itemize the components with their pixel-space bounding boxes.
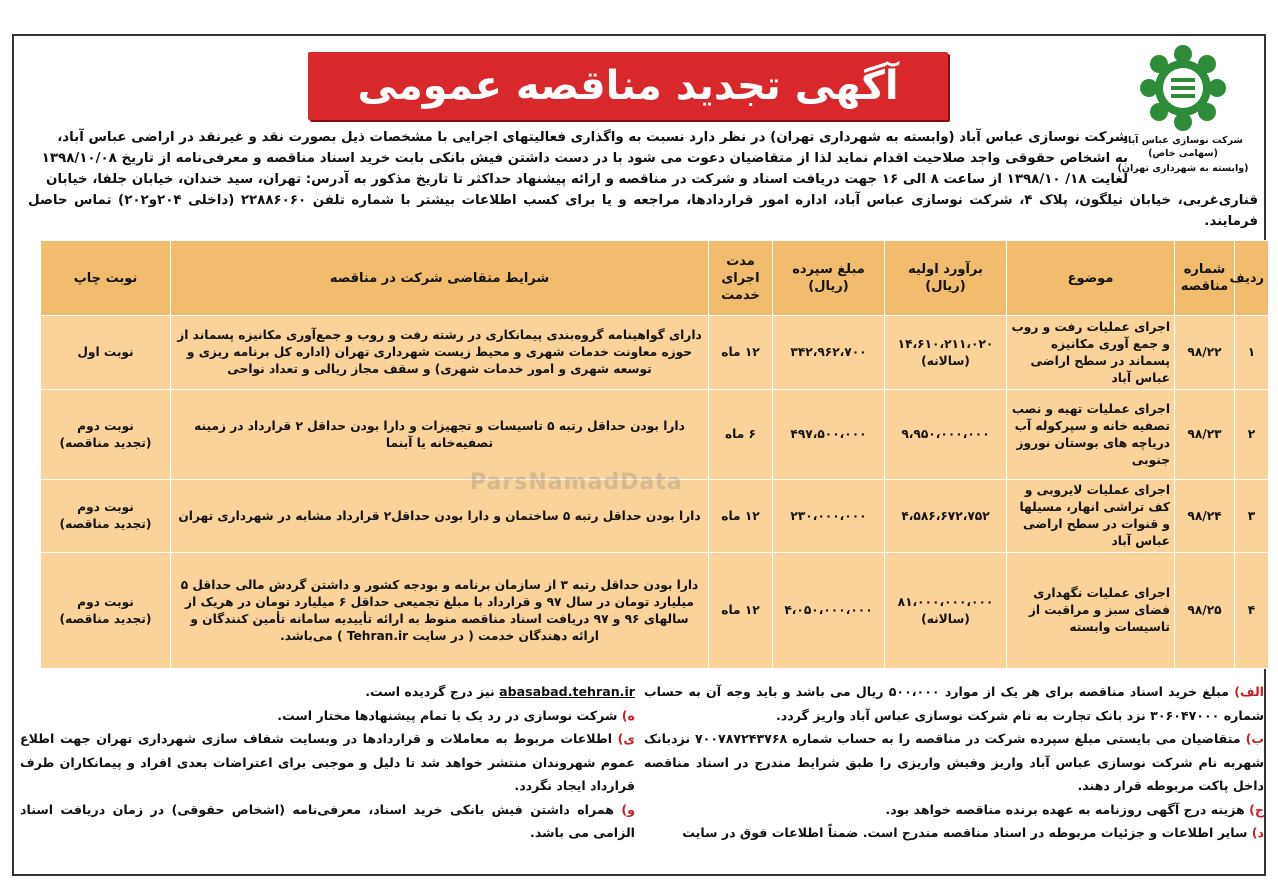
- cell-duration: ۱۲ ماه: [709, 553, 773, 669]
- header-duration: مدت اجرای خدمت: [709, 241, 773, 316]
- cell-duration: ۱۲ ماه: [709, 480, 773, 553]
- clause-key: ه): [621, 707, 635, 723]
- table-header-row: [41, 241, 1269, 316]
- cell-estimate: [885, 390, 1007, 480]
- clause-be: [644, 727, 1264, 798]
- cell-row-no: ۱: [1235, 316, 1269, 390]
- logo-caption-line-1: شرکت نوسازی عباس آباد (سهامی خاص): [1123, 135, 1243, 159]
- cell-row-no: ۴: [1235, 553, 1269, 669]
- clauses-left-column: [20, 680, 635, 845]
- cell-tender-number: ۹۸/۲۴: [1175, 480, 1235, 553]
- cell-duration: ۱۲ ماه: [709, 316, 773, 390]
- intro-line-d: قناری‌غربی، خیابان نیلگون، پلاک ۴، شرکت نوسازی عباس آباد، اداره امور قراردادها، مراجعه و یا برای کسب اطلاعات بیشتر با شماره تلفن ۲۲۸۸۶۰۶۰ (داخلی ۲۰۴و۲۰۲) تماس حاصل فرمایند.: [28, 193, 1258, 229]
- cell-print-round: [41, 553, 171, 669]
- header-tender-number: شماره مناقصه: [1175, 241, 1235, 316]
- estimate-value: ۸۱،۰۰۰،۰۰۰،۰۰۰: [897, 594, 994, 609]
- cell-conditions: دارای گواهینامه گروه‌بندی پیمانکاری در رشته رفت و روب و جمع‌آوری مکانیزه پسماند از حوزه معاونت خدمات شهری و محیط زیست شهرداری تهران (اداره کل برنامه ریزی و توسعه شهری و امور خدمات شهری) و سقف مجاز ریالی و تعداد نواحی: [171, 316, 709, 390]
- cell-tender-number: ۹۸/۲۳: [1175, 390, 1235, 480]
- cell-estimate: [885, 553, 1007, 669]
- cell-tender-number: ۹۸/۲۵: [1175, 553, 1235, 669]
- company-logo: [1108, 44, 1258, 184]
- clause-text: همراه داشتن فیش بانکی خرید اسناد، معرفی‌نامه (اشخاص حقوقی) در زمان دریافت اسناد الزامی می باشد.: [20, 801, 635, 840]
- table-row: [41, 553, 1269, 669]
- website-link[interactable]: abasabad.tehran.ir: [499, 684, 635, 699]
- cell-deposit: ۲۳۰،۰۰۰،۰۰۰: [773, 480, 885, 553]
- cell-subject: اجرای عملیات تهیه و نصب تصفیه خانه و سپرکوله آب دریاچه های بوستان نوروز جنوبی: [1007, 390, 1175, 480]
- cell-conditions: دارا بودن حداقل رتبه ۳ از سازمان برنامه و بودجه کشور و داشتن گردش مالی حداقل ۵ میلیارد تومان در سال ۹۷ و قرارداد با مبلغ تجمیعی حداقل ۶ میلیارد تومان در هریک از سالهای ۹۶ و ۹۷ دریافت اسناد مناقصه منوط به ارائه تأییدیه سامانه تأمین کنندگان و ارائه دهندگان خدمت ( در سایت Tehran.ir ) می‌باشد.: [171, 553, 709, 669]
- clause-text: هزینه درج آگهی روزنامه به عهده برنده مناقصه خواهد بود.: [885, 801, 1245, 817]
- clause-he: [20, 704, 635, 728]
- notice-banner-title: آگهی تجدید مناقصه عمومی: [308, 52, 948, 120]
- clause-text: سایر اطلاعات و جزئیات مربوطه در اسناد مناقصه مندرج است. ضمناً اطلاعات فوق در سایت: [682, 825, 1248, 840]
- clause-key: ب): [1245, 731, 1264, 746]
- cell-row-no: ۳: [1235, 480, 1269, 553]
- intro-text-top: [28, 127, 1128, 190]
- clause-key: د): [1251, 825, 1264, 840]
- cell-print-round: [41, 390, 171, 480]
- cell-conditions: دارا بودن حداقل رتبه ۵ تاسیسات و تجهیزات و دارا بودن حداقل ۲ قرارداد در زمینه تصفیه‌خانه یا آبنما: [171, 390, 709, 480]
- cell-deposit: ۳۴۲،۹۶۲،۷۰۰: [773, 316, 885, 390]
- estimate-note: (سالانه): [921, 353, 970, 368]
- tender-table: [40, 240, 1269, 669]
- cell-print-round: [41, 316, 171, 390]
- table-row: [41, 316, 1269, 390]
- clause-site-line: [20, 680, 635, 704]
- cell-subject: اجرای عملیات نگهداری فضای سبز و مراقبت از تاسیسات وابسته: [1007, 553, 1175, 669]
- estimate-value: ۹،۹۵۰،۰۰۰،۰۰۰: [901, 427, 990, 441]
- intro-line-a: شرکت نوسازی عباس آباد (وابسته به شهرداری تهران) در نظر دارد نسبت به واگذاری فعالیتهای اجرایی با مشخصات ذیل بصورت نقد و غیرنقد در اراضی عباس آباد،: [57, 130, 1128, 145]
- cell-row-no: ۲: [1235, 390, 1269, 480]
- logo-caption-line-2: (وابسته به شهرداری تهران): [1117, 163, 1249, 174]
- estimate-value: ۴،۵۸۶،۶۷۲،۷۵۲: [901, 508, 990, 523]
- cell-print-round: [41, 480, 171, 553]
- clause-jim: [644, 798, 1264, 822]
- clause-dal: [644, 821, 1264, 845]
- print-note: (تجدید مناقصه): [59, 611, 152, 626]
- intro-line-c: لغایت ۱۸/ ۱۳۹۸/۱۰ از ساعت ۸ الی ۱۶ جهت دریافت اسناد و شرکت در مناقصه و ارائه پیشنهاد حداکثر تا تاریخ مذکور به آدرس: تهران، سید خندان، خیابان جلفا، خیابان: [46, 172, 1128, 187]
- cell-subject: اجرای عملیات رفت و روب و جمع آوری مکانیزه پسماند در سطح اراضی عباس آباد: [1007, 316, 1175, 390]
- intro-text-bottom: [28, 190, 1258, 232]
- print-note: (تجدید مناقصه): [59, 517, 152, 531]
- clause-alef: [644, 680, 1264, 727]
- table-row: [41, 390, 1269, 480]
- clause-vav: [20, 798, 635, 845]
- clause-text: مبلغ خرید اسناد مناقصه برای هر یک از موارد ۵۰۰،۰۰۰ ریال می باشد و باید وجه آن به حساب شماره ۳۰۶۰۴۷۰۰۰ نزد بانک تجارت به نام شرکت نوسازی عباس آباد واریز گردد.: [644, 684, 1264, 723]
- tehran-municipality-logo-icon: [1139, 44, 1227, 132]
- cell-deposit: ۴۹۷،۵۰۰،۰۰۰: [773, 390, 885, 480]
- cell-duration: ۶ ماه: [709, 390, 773, 480]
- header-subject: موضوع: [1007, 241, 1175, 316]
- estimate-note: (سالانه): [921, 611, 970, 626]
- estimate-value: ۱۴،۶۱۰،۲۱۱،۰۲۰: [897, 336, 994, 351]
- print-round: نوبت دوم: [77, 418, 134, 433]
- cell-subject: اجرای عملیات لایروبی و کف تراشی انهار، مسیلها و قنوات در سطح اراضی عباس آباد: [1007, 480, 1175, 553]
- cell-estimate: [885, 480, 1007, 553]
- print-round: نوبت دوم: [77, 594, 134, 609]
- header-row-no: ردیف: [1235, 241, 1269, 316]
- header-estimate: برآورد اولیه (ریال): [885, 241, 1007, 316]
- watermark-text: ParsNamadData: [470, 470, 683, 495]
- header-conditions: شرایط متقاضی شرکت در مناقصه: [171, 241, 709, 316]
- clause-key: و): [621, 801, 635, 817]
- print-round: نوبت اول: [77, 345, 134, 359]
- clause-text: نیز درج گردیده است.: [365, 684, 495, 699]
- cell-deposit: ۴،۰۵۰،۰۰۰،۰۰۰: [773, 553, 885, 669]
- clause-text: شرکت نوسازی در رد یک یا تمام پیشنهادها مختار است.: [277, 707, 618, 723]
- clause-text: اطلاعات مربوط به معاملات و قراردادها در وبسایت شفاف سازی شهرداری تهران جهت اطلاع عموم شهروندان منتشر خواهد شد تا دلیل و موجبی برای اعتراضات بعدی افراد و پیمانکاران طرف قرارداد ایجاد نگردد.: [20, 731, 635, 793]
- clause-key: ج): [1249, 801, 1264, 817]
- clause-text: متقاضیان می بایستی مبلغ سپرده شرکت در مناقصه را به حساب شماره ۷۰۰۷۸۷۲۴۳۷۶۸ نزدبانک شهربه نام شرکت نوسازی عباس آباد واریز وفیش واریزی را طبق شرایط مندرج در اسناد مناقصه داخل پاکت مربوطه قرار دهند.: [644, 731, 1264, 793]
- clause-key: ی): [617, 731, 635, 746]
- header-deposit: مبلغ سپرده (ریال): [773, 241, 885, 316]
- cell-estimate: [885, 316, 1007, 390]
- header-print-round: نوبت چاپ: [41, 241, 171, 316]
- clause-key: الف): [1234, 684, 1265, 699]
- print-round: نوبت دوم: [77, 500, 134, 514]
- clauses-right-column: [644, 680, 1264, 845]
- cell-conditions: دارا بودن حداقل رتبه ۵ ساختمان و دارا بودن حداقل۲ قرارداد مشابه در شهرداری تهران: [171, 480, 709, 553]
- print-note: (تجدید مناقصه): [59, 435, 152, 450]
- cell-tender-number: ۹۸/۲۲: [1175, 316, 1235, 390]
- intro-line-b: به اشخاص حقوقی واجد صلاحیت اقدام نماید لذا از متقاضیان دعوت می شود با در دست داشتن فیش بانکی بابت خرید اسناد مناقصه و معرفی‌نامه از تاریخ ۱۳۹۸/۱۰/۰۸: [41, 151, 1128, 166]
- clause-ye: [20, 727, 635, 798]
